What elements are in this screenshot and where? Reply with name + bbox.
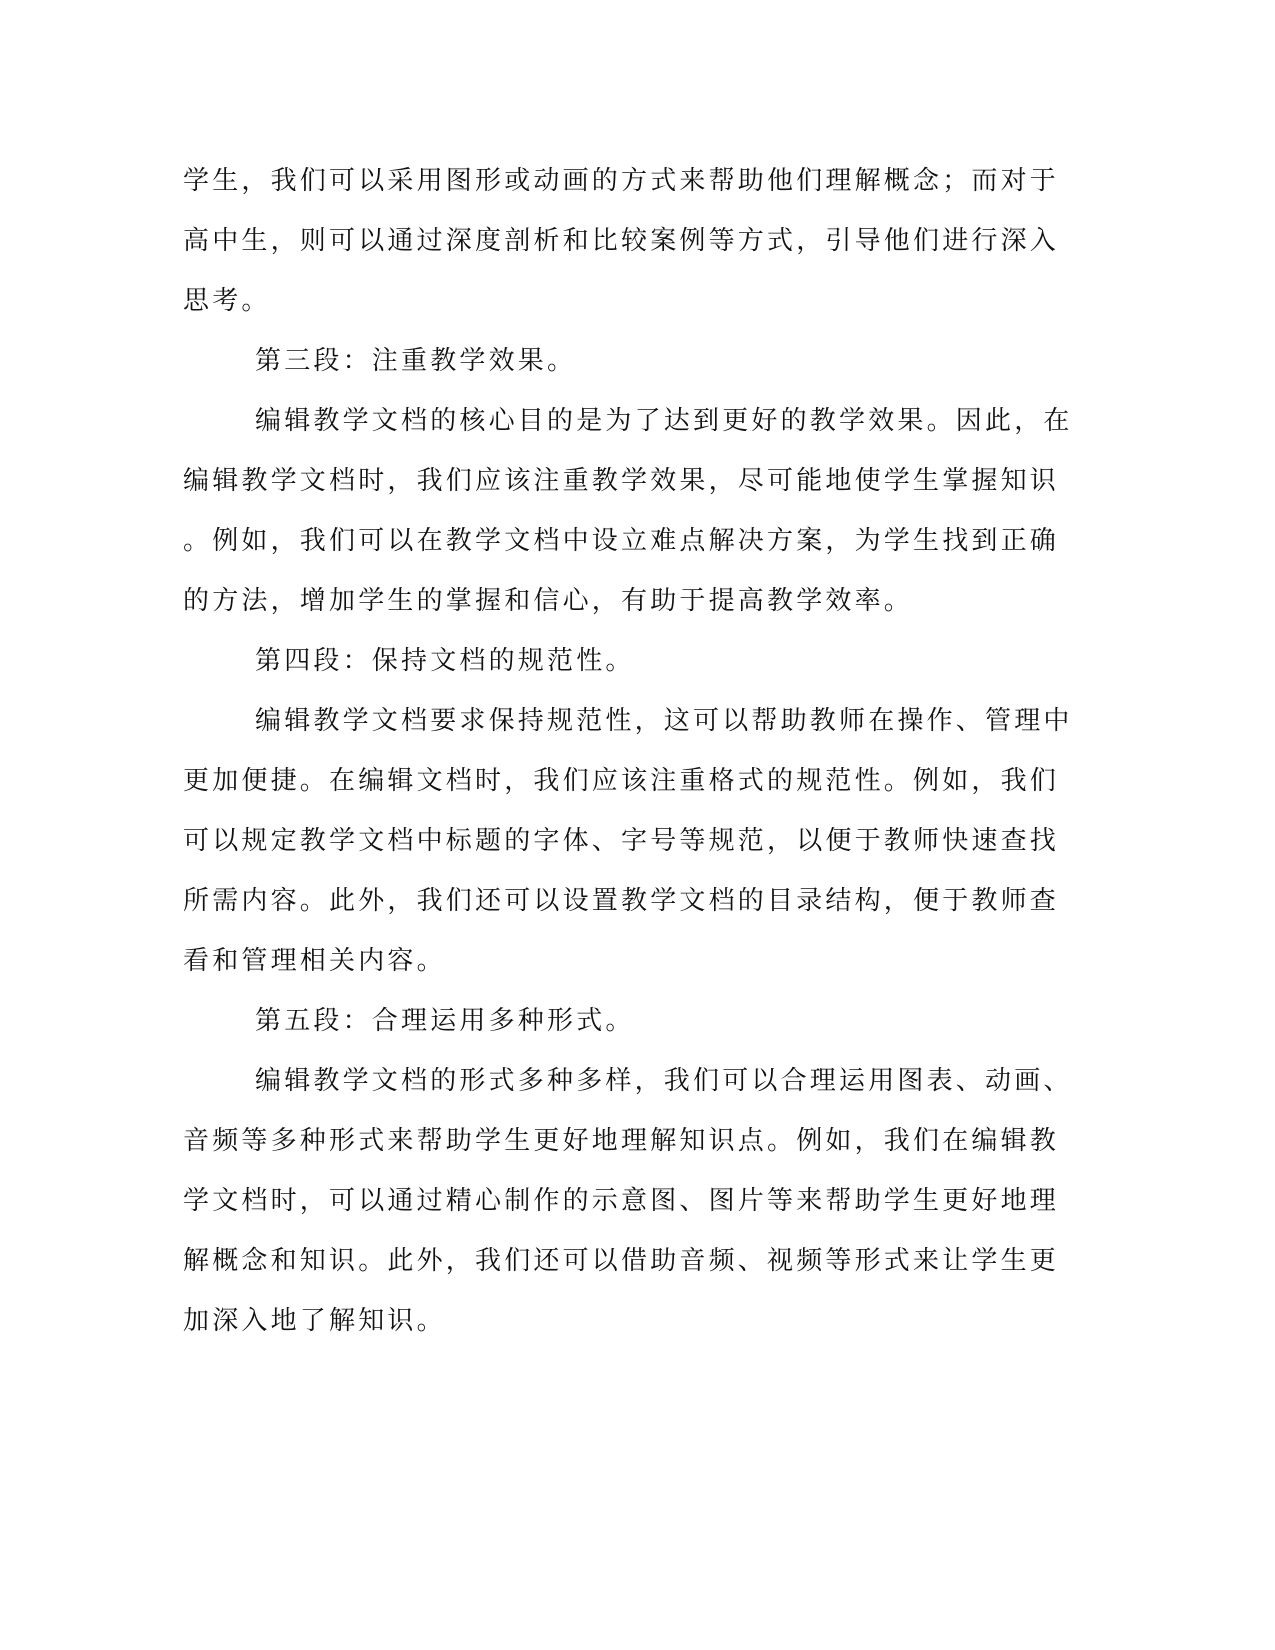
body-text-line: 加深入地了解知识。 [183,1306,446,1336]
body-text-line: 可以规定教学文档中标题的字体、字号等规范，以便于教师快速查找 [183,826,1060,856]
body-text-line: 解概念和知识。此外，我们还可以借助音频、视频等形式来让学生更 [183,1246,1060,1276]
body-text-line: 所需内容。此外，我们还可以设置教学文档的目录结构，便于教师查 [183,886,1060,916]
document-body [183,151,1073,1351]
body-text-line: 看和管理相关内容。 [183,946,446,976]
body-text-line: 学文档时，可以通过精心制作的示意图、图片等来帮助学生更好地理 [183,1186,1060,1216]
body-text-line: 。例如，我们可以在教学文档中设立难点解决方案，为学生找到正确 [183,526,1060,556]
body-text-line: 编辑教学文档时，我们应该注重教学效果，尽可能地使学生掌握知识 [183,466,1060,496]
body-text-line: 高中生，则可以通过深度剖析和比较案例等方式，引导他们进行深入 [183,226,1060,256]
paragraph-first-line: 编辑教学文档要求保持规范性，这可以帮助教师在操作、管理中 [255,706,1073,736]
paragraph-first-line: 编辑教学文档的核心目的是为了达到更好的教学效果。因此，在 [255,406,1073,436]
section-heading-5: 第五段：合理运用多种形式。 [255,1006,635,1036]
paragraph-first-line: 编辑教学文档的形式多种多样，我们可以合理运用图表、动画、 [255,1066,1073,1096]
body-text-line: 思考。 [183,286,271,316]
body-text-line: 音频等多种形式来帮助学生更好地理解知识点。例如，我们在编辑教 [183,1126,1060,1156]
body-text-line: 学生，我们可以采用图形或动画的方式来帮助他们理解概念；而对于 [183,166,1060,196]
body-text-line: 的方法，增加学生的掌握和信心，有助于提高教学效率。 [183,586,914,616]
body-text-line: 更加便捷。在编辑文档时，我们应该注重格式的规范性。例如，我们 [183,766,1060,796]
section-heading-4: 第四段：保持文档的规范性。 [255,646,635,676]
section-heading-3: 第三段：注重教学效果。 [255,346,577,376]
